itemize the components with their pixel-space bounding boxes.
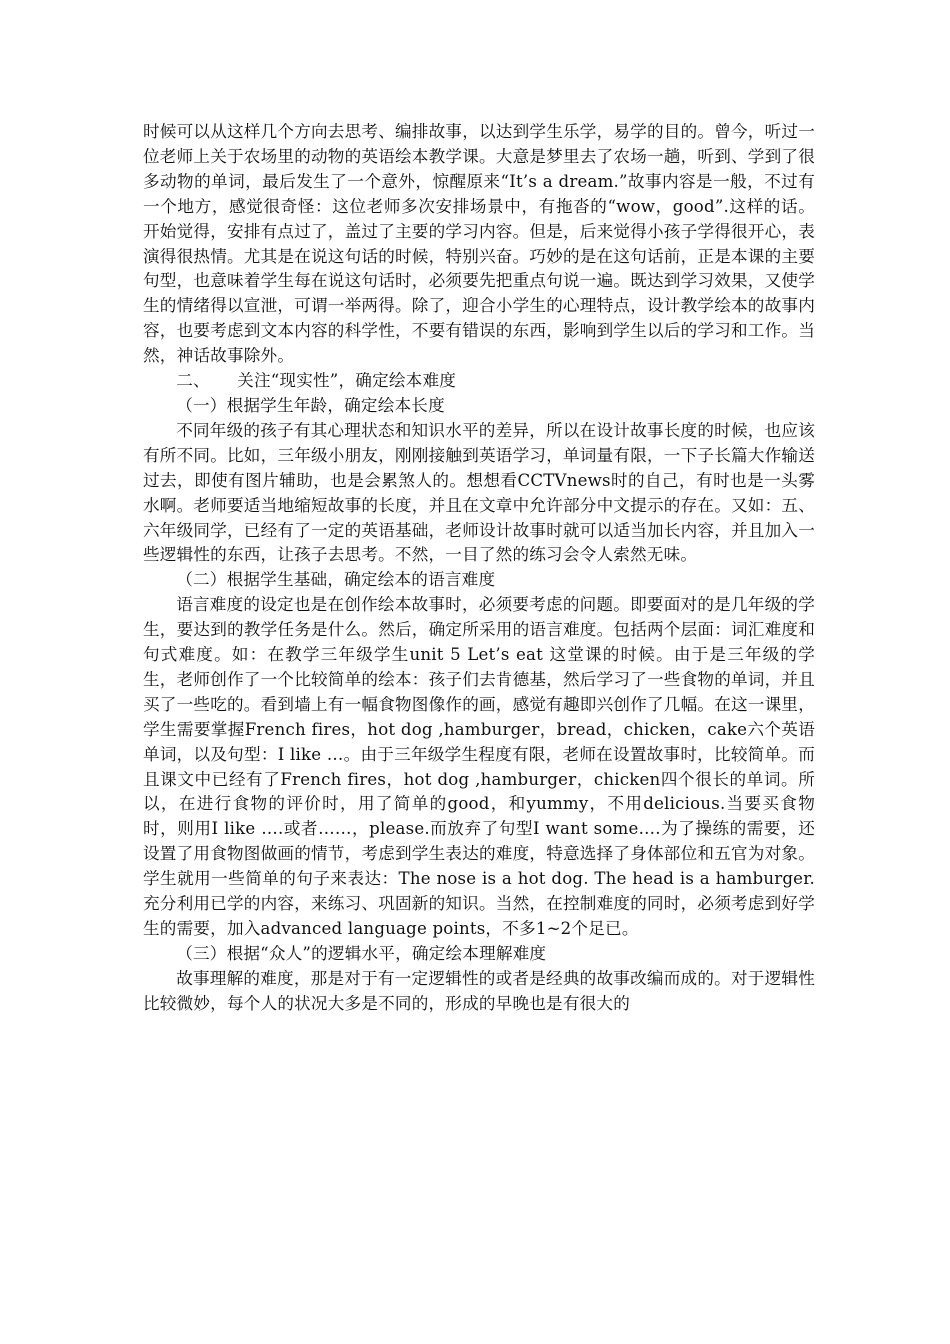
section-number: 二、 (176, 371, 210, 391)
subsection-1-title: （一）根据学生年龄，确定绘本长度 (176, 395, 445, 415)
subsection-2-body: 语言难度的设定也是在创作绘本故事时，必须要考虑的问题。即要面对的是几年级的学生，要达到的教学任务是什么。然后，确定所采用的语言难度。包括两个层面：词汇难度和句式难度。如：在教学三年级学生unit 5 Let’s eat 这堂课的时候。由于是三年级的学生，老师创作了一个比较简单的绘本：孩子们去肯德基，然后学习了一些食物的单词，并且买了一些吃的。看到墙上有一幅食物图像作的画，感觉有趣即兴创作了几幅。在这一课里，学生需要掌握French fires，hot dog ,hamburger，bread，chicken，cake六个英语单词，以及句型：I like …。由于三年级学生程度有限，老师在设置故事时，比较简单。而且课文中已经有了French fires，hot dog ,hamburger，chicken四个很长的单词。所以，在进行食物的评价时，用了简单的good，和yummy，不用delicious.当要买食物时，则用I like ….或者……，please.而放弃了句型I want some….为了操练的需要，还设置了用食物图做画的情节，考虑到学生表达的难度，特意选择了身体部位和五官为对象。学生就用一些简单的句子来表达：The nose is a hot dog. The head is a hamburger.充分利用已学的内容，来练习、巩固新的知识。当然，在控制难度的同时，必须考虑到好学生的需要，加入advanced language points，不多1~2个足已。 (143, 595, 815, 938)
subsection-3-body: 故事理解的难度，那是对于有一定逻辑性的或者是经典的故事改编而成的。对于逻辑性比较微妙，每个人的状况大多是不同的，形成的早晚也是有很大的 (143, 968, 815, 1013)
section-heading (143, 369, 815, 394)
subsection-2-title: （二）根据学生基础，确定绘本的语言难度 (176, 570, 496, 590)
subsection-3-title: （三）根据“众人”的逻辑水平，确定绘本理解难度 (176, 943, 547, 963)
subsection-1-body: 不同年级的孩子有其心理状态和知识水平的差异，所以在设计故事长度的时候，也应该有所不同。比如，三年级小朋友，刚刚接触到英语学习，单词量有限，一下子长篇大作输送过去，即使有图片辅助，也是会累煞人的。想想看CCTVnews时的自己，有时也是一头雾水啊。老师要适当地缩短故事的长度，并且在文章中允许部分中文提示的存在。又如：五、六年级同学，已经有了一定的英语基础，老师设计故事时就可以适当加长内容，并且加入一些逻辑性的东西，让孩子去思考。不然，一目了然的练习会令人索然无味。 (143, 420, 815, 565)
section-title: 关注“现实性”，确定绘本难度 (237, 371, 457, 391)
intro-paragraph: 时候可以从这样几个方向去思考、编排故事，以达到学生乐学，易学的目的。曾今，听过一位老师上关于农场里的动物的英语绘本教学课。大意是梦里去了农场一趟，听到、学到了很多动物的单词，最后发生了一个意外，惊醒原来“It’s a dream.”故事内容是一般，不过有一个地方，感觉很奇怪：这位老师多次安排场景中，有拖沓的“wow，good”.这样的话。开始觉得，安排有点过了，盖过了主要的学习内容。但是，后来觉得小孩子学得很开心，表演得很热情。尤其是在说这句话的时候，特别兴奋。巧妙的是在这句话前，正是本课的主要句型，也意味着学生每在说这句话时，必须要先把重点句说一遍。既达到学习效果，又使学生的情绪得以宣泄，可谓一举两得。除了，迎合小学生的心理特点，设计教学绘本的故事内容，也要考虑到文本内容的科学性，不要有错误的东西，影响到学生以后的学习和工作。当然，神话故事除外。 (143, 122, 815, 366)
document-body (143, 120, 815, 1017)
